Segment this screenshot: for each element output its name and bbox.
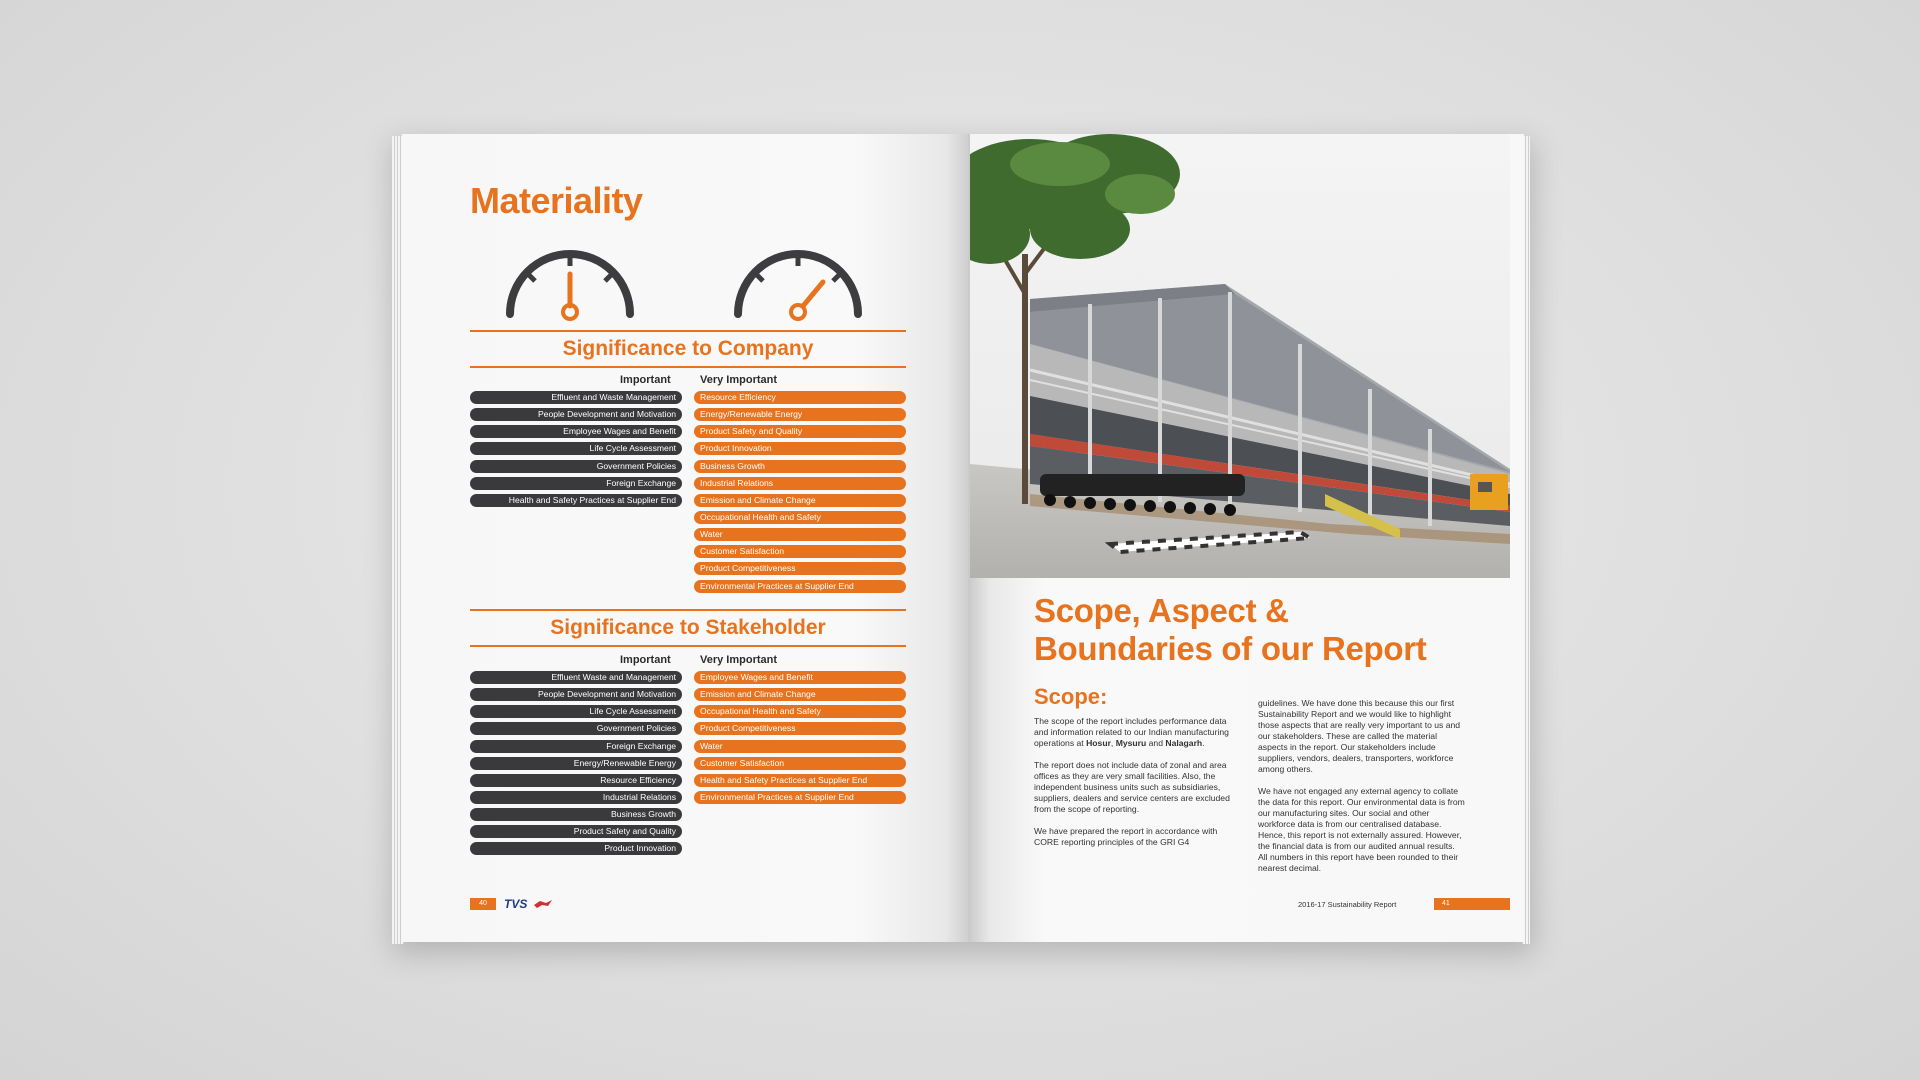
- materiality-pill: Customer Satisfaction: [694, 757, 906, 770]
- materiality-pill: Resource Efficiency: [470, 774, 682, 787]
- materiality-pill: Water: [694, 740, 906, 753]
- materiality-pill: Product Innovation: [470, 842, 682, 855]
- materiality-pill: People Development and Motivation: [470, 688, 682, 701]
- stakeholder-important-list: [470, 671, 682, 860]
- materiality-pill: Occupational Health and Safety: [694, 705, 906, 718]
- materiality-pill: Industrial Relations: [694, 477, 906, 490]
- materiality-pill: Emission and Climate Change: [694, 688, 906, 701]
- materiality-pill: Foreign Exchange: [470, 477, 682, 490]
- page-number: 40: [470, 898, 496, 910]
- materiality-pill: Employee Wages and Benefit: [470, 425, 682, 438]
- page-title: Materiality: [470, 180, 643, 221]
- materiality-pill: Business Growth: [694, 460, 906, 473]
- materiality-pill: Health and Safety Practices at Supplier End: [470, 494, 682, 507]
- materiality-pill: Resource Efficiency: [694, 391, 906, 404]
- right-page: [968, 134, 1524, 942]
- materiality-pill: Health and Safety Practices at Supplier End: [694, 774, 906, 787]
- scope-heading: Scope:: [1034, 684, 1108, 709]
- company-very-important-list: [694, 391, 906, 597]
- materiality-pill: Occupational Health and Safety: [694, 511, 906, 524]
- gauge-icon: [728, 234, 868, 324]
- section-heading-stakeholder: Significance to Stakeholder: [470, 609, 906, 647]
- materiality-pill: Government Policies: [470, 460, 682, 473]
- svg-text:TVS: TVS: [504, 897, 528, 911]
- materiality-pill: Energy/Renewable Energy: [694, 408, 906, 421]
- materiality-pill: Effluent Waste and Management: [470, 671, 682, 684]
- paragraph: The report does not include data of zonal and area offices as they are very small facilities. Also, the independent business units such as subsidiaries, suppliers, dealers and service centers are excluded from the scope of reporting.: [1034, 760, 1230, 814]
- factory-photo: [970, 134, 1510, 578]
- materiality-pill: Foreign Exchange: [470, 740, 682, 753]
- paragraph: We have not engaged any external agency to collate the data for this report. Our environmental data is from our manufacturing sites. Our social and other workforce data is from our centralised database. Hence, this report is not externally assured. However, the financial data is from our audited annual results. All numbers in this report have been rounded to their nearest decimal.: [1258, 786, 1465, 873]
- materiality-pill: Environmental Practices at Supplier End: [694, 580, 906, 593]
- materiality-pill: Energy/Renewable Energy: [470, 757, 682, 770]
- materiality-pill: Emission and Climate Change: [694, 494, 906, 507]
- materiality-pill: Effluent and Waste Management: [470, 391, 682, 404]
- paragraph: The scope of the report includes performance data and information related to our Indian manufacturing operations at Hosur, Mysuru and Nalagarh.: [1034, 716, 1229, 748]
- section-heading-company: Significance to Company: [470, 330, 906, 368]
- tvs-logo-icon: [504, 896, 554, 912]
- company-important-list: [470, 391, 682, 511]
- materiality-pill: Environmental Practices at Supplier End: [694, 791, 906, 804]
- column-heading-important: Important: [620, 374, 671, 386]
- materiality-pill: Product Competitiveness: [694, 562, 906, 575]
- body-column-2: [1258, 698, 1466, 885]
- materiality-pill: Product Innovation: [694, 442, 906, 455]
- materiality-pill: Product Safety and Quality: [694, 425, 906, 438]
- page-title: [1034, 592, 1494, 668]
- column-heading-very-important: Very Important: [700, 654, 778, 666]
- stakeholder-very-important-list: [694, 671, 906, 808]
- column-heading-very-important: Very Important: [700, 374, 778, 386]
- materiality-pill: People Development and Motivation: [470, 408, 682, 421]
- materiality-pill: Life Cycle Assessment: [470, 705, 682, 718]
- materiality-pill: Product Safety and Quality: [470, 825, 682, 838]
- title-line-2: Boundaries of our Report: [1034, 630, 1427, 667]
- page-number: 41: [1434, 898, 1510, 910]
- paragraph: We have prepared the report in accordance with CORE reporting principles of the GRI G4: [1034, 826, 1218, 847]
- materiality-pill: Government Policies: [470, 722, 682, 735]
- gauge-icon: [500, 234, 640, 324]
- footer-report-title: 2016-17 Sustainability Report: [1298, 900, 1397, 909]
- materiality-pill: Industrial Relations: [470, 791, 682, 804]
- materiality-pill: Product Competitiveness: [694, 722, 906, 735]
- materiality-pill: Employee Wages and Benefit: [694, 671, 906, 684]
- materiality-pill: Water: [694, 528, 906, 541]
- left-page: [402, 134, 968, 942]
- materiality-pill: Life Cycle Assessment: [470, 442, 682, 455]
- body-column-1: [1034, 716, 1242, 859]
- paragraph: guidelines. We have done this because this our first Sustainability Report and we would like to highlight those aspects that are really very important to us and our stakeholders. These are called the material aspects in the report. Our stakeholders include suppliers, vendors, dealers, transporters, workforce among others.: [1258, 698, 1461, 774]
- materiality-pill: Business Growth: [470, 808, 682, 821]
- column-heading-important: Important: [620, 654, 671, 666]
- materiality-pill: Customer Satisfaction: [694, 545, 906, 558]
- title-line-1: Scope, Aspect &: [1034, 592, 1289, 629]
